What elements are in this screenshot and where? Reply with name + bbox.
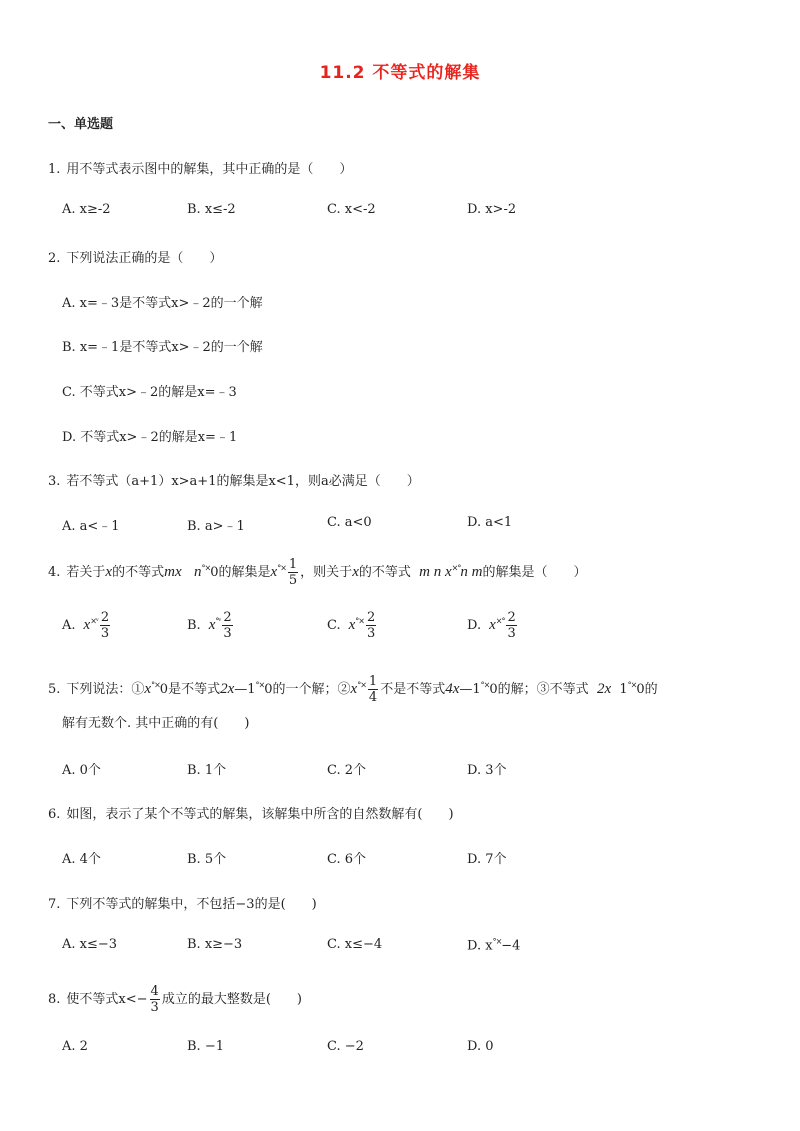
variable-x: x xyxy=(208,617,216,633)
fraction-denominator: 3 xyxy=(507,626,516,641)
inequality-symbol-icon: °× xyxy=(277,563,286,573)
expression: 0 xyxy=(489,682,498,697)
question-8 xyxy=(48,984,302,1015)
option-c[interactable]: C. x<-2 xyxy=(327,202,376,217)
option-text: −4 xyxy=(501,938,521,954)
question-2 xyxy=(48,247,222,266)
question-text: 不是不等式 xyxy=(380,682,446,697)
option-c[interactable]: C. 2个 xyxy=(327,763,367,778)
question-3-options xyxy=(62,515,662,543)
question-number: 6. xyxy=(48,807,61,822)
option-d[interactable] xyxy=(467,610,519,641)
question-text: 成立的最大整数是( ) xyxy=(161,992,302,1007)
fraction xyxy=(150,984,160,1015)
fraction-denominator: 5 xyxy=(288,573,298,588)
question-text: 的不等式 xyxy=(112,565,165,580)
option-b[interactable]: B. −1 xyxy=(187,1039,224,1054)
fraction-numerator: 4 xyxy=(150,984,159,999)
question-text: 的解集是（ ） xyxy=(482,565,587,580)
fraction xyxy=(368,674,378,705)
expression: x xyxy=(350,681,358,697)
question-text: ，则关于 xyxy=(300,565,353,580)
fraction-numerator: 2 xyxy=(100,610,110,625)
option-label: A. xyxy=(62,618,76,633)
expression: n m xyxy=(460,564,483,580)
inequality-symbol-icon: °× xyxy=(627,680,637,690)
option-a[interactable]: A. x≤−3 xyxy=(62,937,118,952)
option-c[interactable]: C. 6个 xyxy=(327,852,367,867)
fraction-denominator: 3 xyxy=(367,626,376,641)
option-b[interactable]: B. x=﹣1是不等式x>﹣2的一个解 xyxy=(62,340,263,355)
fraction-numerator: 2 xyxy=(367,610,376,625)
option-d[interactable]: D. x>-2 xyxy=(467,202,517,217)
fraction-numerator: 1 xyxy=(288,557,298,572)
fraction-numerator: 1 xyxy=(368,674,378,689)
option-b[interactable]: B. 1个 xyxy=(187,763,227,778)
option-d[interactable]: D. 0 xyxy=(467,1039,494,1054)
fraction-denominator: 3 xyxy=(150,1000,159,1015)
question-number: 8. xyxy=(48,992,61,1007)
fraction-numerator: 2 xyxy=(507,610,516,625)
question-6 xyxy=(48,803,454,822)
variable-x: x xyxy=(105,564,113,580)
expression: 1 xyxy=(247,682,256,697)
question-text: 使不等式x<− xyxy=(66,992,148,1007)
question-1-options xyxy=(62,202,662,230)
question-text: 的一个解；② xyxy=(272,682,351,697)
variable-x: x xyxy=(83,617,91,633)
question-1 xyxy=(48,158,352,177)
option-a[interactable] xyxy=(62,610,112,641)
inequality-symbol-icon: °× xyxy=(357,680,366,690)
fraction xyxy=(100,610,110,641)
question-4 xyxy=(48,557,586,588)
option-label: C. xyxy=(327,618,341,633)
option-label: D. xyxy=(467,618,482,633)
question-number: 1. xyxy=(48,162,61,177)
inequality-symbol-icon: °× xyxy=(480,680,490,690)
option-b[interactable]: B. a>﹣1 xyxy=(187,519,245,534)
option-c[interactable] xyxy=(327,610,378,641)
expression: 2x xyxy=(596,681,612,697)
inequality-symbol-icon: °× xyxy=(492,937,502,946)
question-3 xyxy=(48,470,420,489)
page-title: 11.2 不等式的解集 xyxy=(319,63,481,83)
option-label: B. xyxy=(187,618,201,633)
variable-x: x xyxy=(270,564,278,580)
question-number: 4. xyxy=(48,565,61,580)
inequality-symbol-icon: °× xyxy=(201,563,211,573)
option-d[interactable]: D. 不等式x>﹣2的解是x=﹣1 xyxy=(62,430,238,445)
fraction-denominator: 4 xyxy=(368,690,378,705)
question-number: 7. xyxy=(48,897,61,912)
question-text: 若不等式（a+1）x>a+1的解集是x<1，则a必满足（ ） xyxy=(66,474,420,489)
question-text: 的 xyxy=(644,682,658,697)
variable-x: x xyxy=(352,564,359,580)
option-b[interactable]: B. x≤-2 xyxy=(187,202,236,217)
question-text: 是不等式 xyxy=(168,682,221,697)
expression: 0 xyxy=(159,682,169,697)
section-heading: 一、单选题 xyxy=(48,117,114,132)
question-text: 的解；③不等式 xyxy=(497,682,589,697)
question-7-options xyxy=(62,937,662,965)
expression: 0 xyxy=(264,682,273,697)
question-text: 下列说法：① xyxy=(66,682,145,697)
inequality-symbol-icon: ×ᵛ xyxy=(90,616,98,626)
expression: x xyxy=(144,681,152,697)
option-a[interactable]: A. a<﹣1 xyxy=(62,519,120,534)
variable-x: x xyxy=(348,617,356,633)
fraction xyxy=(288,557,298,588)
question-4-options xyxy=(62,610,662,650)
option-a[interactable]: A. x=﹣3是不等式x>﹣2的一个解 xyxy=(62,296,263,311)
option-d[interactable]: D. 3个 xyxy=(467,763,507,778)
question-number: 5. xyxy=(48,682,61,697)
inequality-symbol-icon: ×° xyxy=(495,616,505,626)
option-b[interactable]: B. 5个 xyxy=(187,852,227,867)
option-c[interactable]: C. a<0 xyxy=(327,515,372,530)
expression: n xyxy=(194,564,202,580)
fraction-denominator: 3 xyxy=(100,626,110,641)
question-text: 若关于 xyxy=(66,565,106,580)
question-8-options xyxy=(62,1039,662,1067)
option-c[interactable]: C. −2 xyxy=(327,1039,364,1054)
fraction-numerator: 2 xyxy=(223,610,232,625)
question-7 xyxy=(48,893,317,912)
fraction xyxy=(222,610,232,641)
option-d[interactable] xyxy=(467,937,520,953)
question-text: 下列不等式的解集中，不包括−3的是( ) xyxy=(66,897,317,912)
inequality-symbol-icon: °× xyxy=(355,616,364,626)
option-text: D. x xyxy=(467,938,493,954)
option-b[interactable]: B. x≥−3 xyxy=(187,937,243,952)
option-a[interactable]: A. 0个 xyxy=(62,763,101,778)
option-b[interactable] xyxy=(187,610,235,641)
question-5-line-2: 解有无数个. 其中正确的有( ) xyxy=(62,716,250,731)
question-5: 5. 下列说法：①x°×0是不等式2x—1°×0的一个解；②x°× $\frac{1}{4}$ 不是不等式4x—1°×0的解；③不等式 2x 1°×0的 xyxy=(48,674,658,705)
expression: 1 xyxy=(472,682,481,697)
expression: mx xyxy=(164,564,182,580)
option-a[interactable]: A. 4个 xyxy=(62,852,101,867)
question-text: 如图，表示了某个不等式的解集，该解集中所含的自然数解有( ) xyxy=(66,807,454,822)
expression: 4x xyxy=(445,681,460,697)
expression: 0 xyxy=(210,565,219,580)
question-number: 3. xyxy=(48,474,61,489)
question-5-options xyxy=(62,759,662,787)
question-text: 的不等式 xyxy=(358,565,411,580)
fraction-denominator: 3 xyxy=(223,626,232,641)
option-c[interactable]: C. x≤−4 xyxy=(327,937,383,952)
fraction xyxy=(366,610,376,641)
question-6-options xyxy=(62,848,662,876)
option-a[interactable]: A. x≥-2 xyxy=(62,202,111,217)
inequality-symbol-icon: °× xyxy=(151,680,160,690)
expression: m n x xyxy=(419,564,452,580)
question-text: 用不等式表示图中的解集，其中正确的是（ ） xyxy=(66,162,353,177)
option-c[interactable]: C. 不等式x>﹣2的解是x=﹣3 xyxy=(62,385,237,400)
inequality-symbol-icon: ×° xyxy=(451,563,461,573)
inequality-symbol-icon: °ᵛ xyxy=(215,616,221,626)
option-d[interactable]: D. 7个 xyxy=(467,852,507,867)
inequality-symbol-icon: °× xyxy=(255,680,265,690)
expression: 1 xyxy=(619,682,628,697)
expression: 0 xyxy=(636,682,645,697)
fraction xyxy=(506,610,516,641)
question-text: 的解集是 xyxy=(218,565,271,580)
option-d[interactable]: D. a<1 xyxy=(467,515,513,530)
question-text: 下列说法正确的是（ ） xyxy=(66,251,223,266)
option-a[interactable]: A. 2 xyxy=(62,1039,88,1054)
expression: 2x xyxy=(220,681,235,697)
variable-x: x xyxy=(489,617,496,633)
question-number: 2. xyxy=(48,251,61,266)
